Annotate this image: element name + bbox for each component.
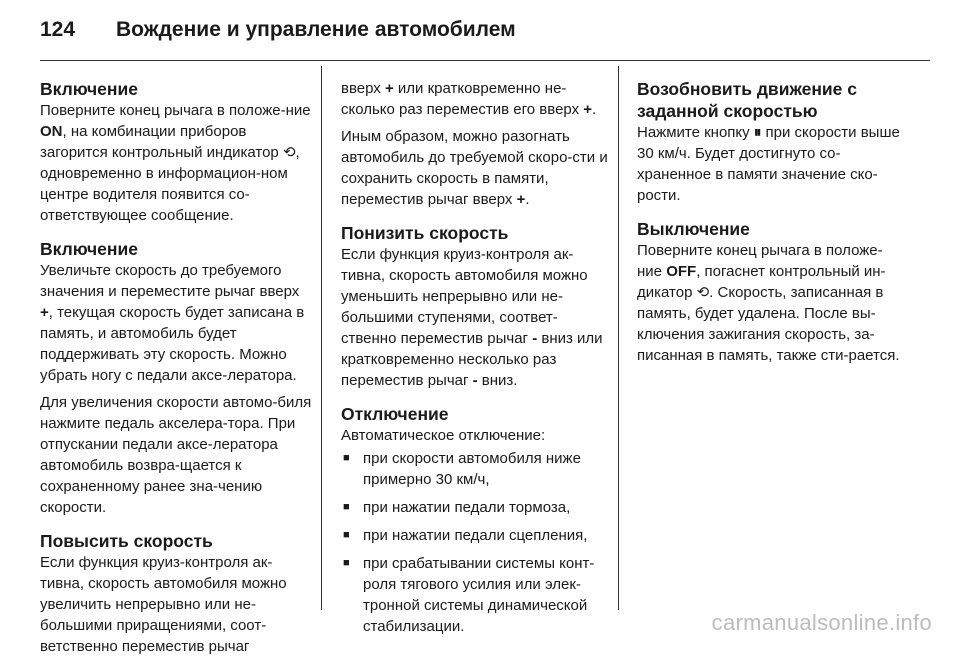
header-rule [40,60,930,61]
section-switch-off [637,218,907,366]
plus-symbol: + [583,101,593,118]
on-position-label: ON [40,123,63,140]
list-item: ■ при нажатии педали сцепления, [343,527,588,544]
watermark: carmanualsonline.info [711,610,932,635]
section-title: Возобновить движение с заданной скоростью [637,79,858,121]
minus-symbol: - [472,372,478,389]
section-enable [40,78,314,226]
paragraph: Для увеличения скорости автомо-биля нажмите педаль акселера-тора. При отпускании педали аксе-лератора автомобиль возвра-щается к сохраненному ранее зна-чению скорости. [40,394,312,516]
minus-symbol: - [532,330,538,347]
paragraph: Поверните конец рычага в положе-ние ON, на комбинации приборов загорится контрольный индикатор ⟲, одновременно в информацион-ном центре водителя появится со-ответствующее сообщение. [40,102,311,224]
column-3 [637,78,907,378]
plus-symbol: + [516,191,526,208]
column-divider-2 [618,66,619,610]
off-position-label: OFF [666,263,697,280]
cruise-control-indicator-icon: ⟲ [696,284,710,301]
list-item: ■ при скорости автомобиля ниже примерно 30 км/ч, [343,450,581,488]
list-item: ■ при срабатывании системы конт-роля тягового усилия или элек-тронной системы динамической стабилизации. [343,555,595,635]
section-title: Включение [40,239,138,259]
plus-symbol: + [40,304,49,321]
cruise-control-indicator-icon: ⟲ [282,144,296,161]
page-number: 124 [40,18,76,41]
bullet-icon: ■ [343,501,350,513]
chapter-title: Вождение и управление автомобилем [116,18,516,41]
list-item: ■ при нажатии педали тормоза, [343,499,571,516]
paragraph: Если функция круиз-контроля ак-тивна, скорость автомобиля можно уменьшить непрерывно или не-большими ступенями, соответ-ственно переместив рычаг - вниз или кратковременно несколько раз переместив рычаг - вниз. [341,246,603,389]
page-header [40,10,516,50]
section-decrease-speed [341,222,609,391]
section-title: Повысить скорость [40,531,213,551]
plus-symbol: + [384,80,394,97]
paragraph: Нажмите кнопку ⏸ при скорости выше 30 км/ч. Будет достигнуто со-храненное в памяти значение ско-рости. [637,124,900,204]
section-title: Выключение [637,219,750,239]
section-activate [40,238,314,518]
bullet-icon: ■ [343,452,350,464]
section-deactivation [341,403,609,637]
pause-button-icon: ⏸ [753,124,762,141]
column-2 [341,78,609,649]
column-divider-1 [321,66,322,610]
paragraph: Иным образом, можно разогнать автомобиль до требуемой скоро-сти и сохранить скорость в памяти, переместив рычаг вверх +. [341,128,608,208]
paragraph: вверх + или кратковременно не-сколько раз переместив его вверх +. [341,80,597,118]
bullet-list [341,448,609,637]
bullet-icon: ■ [343,557,350,569]
section-title: Включение [40,79,138,99]
section-title: Понизить скорость [341,223,509,243]
paragraph: Увеличьте скорость до требуемого значения и переместите рычаг вверх +, текущая скорость будет записана в память, и автомобиль будет поддерживать эту скорость. Можно убрать ногу с педали аксе-лератора. [40,262,305,384]
column-1 [40,78,314,669]
paragraph: Автоматическое отключение: [341,427,546,444]
section-increase-speed [40,530,314,657]
bullet-icon: ■ [343,529,350,541]
paragraph: Поверните конец рычага в положе-ние OFF, погаснет контрольный ин-дикатор ⟲. Скорость, записанная в память, будет удалена. После вы-ключения зажигания скорость, за-писанная в память, также сти-рается. [637,242,900,364]
section-title: Отключение [341,404,449,424]
paragraph: Если функция круиз-контроля ак-тивна, скорость автомобиля можно увеличить непрерывно или не-большими приращениями, соот-ветственно переместив рычаг [40,554,287,655]
section-resume [637,78,907,206]
